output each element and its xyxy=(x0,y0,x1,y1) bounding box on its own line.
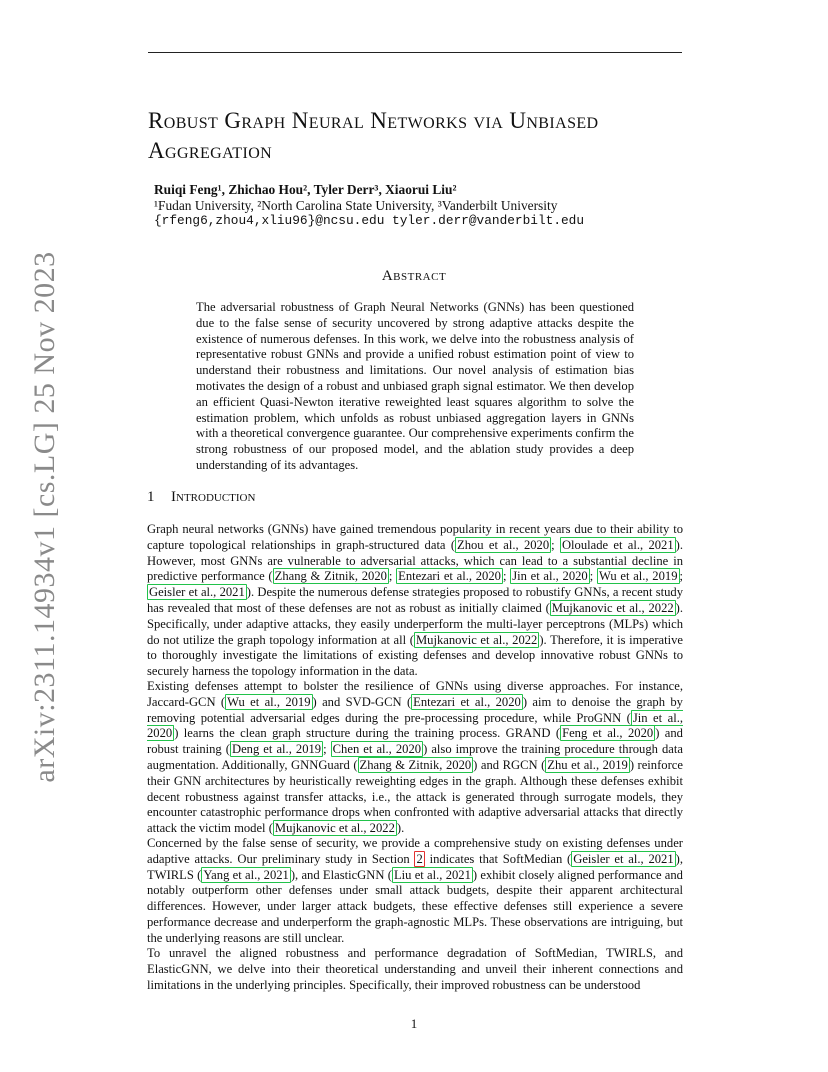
citation-link[interactable]: Mujkanovic et al., 2022 xyxy=(551,600,674,615)
citation-link[interactable]: Zhang & Zitnik, 2020 xyxy=(359,757,472,772)
paper-title: Robust Graph Neural Networks via Unbiased Aggregation xyxy=(148,108,599,163)
top-rule xyxy=(148,52,682,53)
body-paragraph-4 xyxy=(147,946,683,993)
paragraph-text: ; xyxy=(323,742,331,757)
paragraph-text: ; xyxy=(589,569,597,584)
paragraph-text: ) aim to denoise the graph by removing potential adversarial edges during the pre-processing procedure, while ProGNN ( xyxy=(147,694,683,725)
paragraph-text: To unravel the aligned robustness and performance degradation of SoftMedian, TWIRLS, and ElasticGNN, we delve into their theoretical understanding and unveil their inherent connections and limitations in the underlying principles. Specifically, their improved robustness can be understood xyxy=(147,946,683,992)
citation-link[interactable]: Mujkanovic et al., 2022 xyxy=(415,632,538,647)
citation-link[interactable]: Deng et al., 2019 xyxy=(231,742,322,757)
paragraph-text: ) and SVD-GCN ( xyxy=(312,694,412,709)
author-emails: {rfeng6,zhou4,xliu96}@ncsu.edu tyler.derr@vanderbilt.edu xyxy=(154,213,585,228)
citation-link[interactable]: Zhou et al., 2020 xyxy=(457,537,550,552)
citation-link[interactable]: Wu et al., 2019 xyxy=(227,694,311,709)
paragraph-text: ) learns the clean graph structure during the training process. GRAND ( xyxy=(174,726,561,741)
citation-link[interactable]: Chen et al., 2020 xyxy=(332,742,422,757)
citation-link[interactable]: Jin et al., 2020 xyxy=(147,710,684,741)
citation-link[interactable]: Yang et al., 2021 xyxy=(203,867,289,882)
section-heading xyxy=(147,489,255,506)
paragraph-text: ). However, most GNNs are vulnerable to adversarial attacks, which can lead to a substantial decline in predictive performance ( xyxy=(147,537,683,584)
citation-link[interactable]: Entezari et al., 2020 xyxy=(413,694,521,709)
citation-link[interactable]: Zhang & Zitnik, 2020 xyxy=(274,569,387,584)
paragraph-text: Concerned by the false sense of security, we provide a comprehensive study on existing defenses under adaptive attacks. Our preliminary study in Section xyxy=(147,836,683,866)
paragraph-text: ). Specifically, under adaptive attacks, they easily underperform the multi-layer perceptrons (MLPs) which do not utilize the graph topology information at all ( xyxy=(147,600,684,647)
citation-link[interactable]: Geisler et al., 2021 xyxy=(573,851,674,866)
paragraph-text: ; xyxy=(388,569,397,584)
paragraph-text: ) and RGCN ( xyxy=(473,757,546,772)
arxiv-stamp xyxy=(15,252,75,782)
author-list: Ruiqi Feng¹, Zhichao Hou², Tyler Derr³, Xiaorui Liu² xyxy=(154,182,457,197)
section-number: 1 xyxy=(147,489,155,505)
paragraph-text: ) reinforce their GNN architectures by heuristically reweighting edges in the graph. Although these defenses exhibit decent robustness against transfer attacks, i.e., the attack is generated through surrogate models, they encounter catastrophic performance drops when confronted with adaptive adversarial attacks that directly attack the victim model ( xyxy=(147,757,683,836)
paragraph-text: ). xyxy=(396,821,405,836)
section-title: Introduction xyxy=(171,489,256,505)
paragraph-text: ), and ElasticGNN ( xyxy=(290,867,392,882)
section-ref-link[interactable]: 2 xyxy=(416,851,423,866)
paragraph-text: ) also improve the training procedure through data augmentation. Additionally, GNNGuard ( xyxy=(147,742,683,772)
arxiv-stamp-text: arXiv:2311.14934v1 [cs.LG] 25 Nov 2023 xyxy=(28,251,61,783)
paragraph-text: ), TWIRLS ( xyxy=(147,851,683,882)
body-paragraph-3 xyxy=(147,836,683,947)
paragraph-text: ). Despite the numerous defense strategies proposed to robustify GNNs, a recent study has revealed that most of these defenses are not as robust as initially claimed ( xyxy=(147,585,683,615)
citation-link[interactable]: Zhu et al., 2019 xyxy=(547,757,628,772)
citation-link[interactable]: Entezari et al., 2020 xyxy=(398,569,501,584)
citation-link[interactable]: Feng et al., 2020 xyxy=(562,726,654,741)
citation-link[interactable]: Liu et al., 2021 xyxy=(393,867,471,882)
paragraph-text: ; xyxy=(679,569,683,584)
citation-link[interactable]: Geisler et al., 2021 xyxy=(149,585,245,600)
paragraph-text: Graph neural networks (GNNs) have gained tremendous popularity in recent years due to their ability to capture topological relationships in graph-structured data ( xyxy=(147,522,683,552)
citation-link[interactable]: Oloulade et al., 2021 xyxy=(561,537,674,552)
paragraph-text: ; xyxy=(502,569,511,584)
paragraph-text: indicates that SoftMedian ( xyxy=(424,851,572,866)
citation-link[interactable]: Jin et al., 2020 xyxy=(512,569,588,584)
affiliations: ¹Fudan University, ²North Carolina State University, ³Vanderbilt University xyxy=(154,198,558,213)
paragraph-text: Existing defenses attempt to bolster the resilience of GNNs using diverse approaches. For instance, Jaccard-GCN ( xyxy=(147,679,683,709)
abstract-body: The adversarial robustness of Graph Neural Networks (GNNs) has been questioned due to the false sense of security uncovered by strong adaptive attacks despite the existence of numerous defenses. In this work, we delve into the robustness analysis of representative robust GNNs and provide a unified robust estimation point of view to understand their robustness and limitations. Our novel analysis of estimation bias motivates the design of a robust and unbiased graph signal estimator. We then develop an efficient Quasi-Newton iterative reweighted least squares algorithm to solve the estimation problem, which unfolds as robust unbiased aggregation layers in GNNs with a theoretical convergence guarantee. Our comprehensive experiments confirm the strong robustness of our proposed model, and the ablation study provides a deep understanding of its advantages. xyxy=(196,300,634,472)
paragraph-text: ) exhibit closely aligned performance and notably outperform other defenses under small attack budgets, despite their apparent architectural differences. However, under larger attack budgets, these effective defenses still experience a severe performance decrease and underperform the graph-agnostic MLPs. These observations are intriguing, but the underlying reasons are still unclear. xyxy=(147,867,683,945)
abstract-heading: Abstract xyxy=(381,268,447,284)
page-number: 1 xyxy=(410,1016,418,1031)
body-paragraph-1 xyxy=(147,522,683,680)
paragraph-text: ; xyxy=(551,537,560,552)
paragraph-text: ) and robust training ( xyxy=(147,726,683,757)
paragraph-text: ). Therefore, it is imperative to thoroughly investigate the limitations of existing defenses and develop innovative robust GNNs to securely harness the topology information in the data. xyxy=(147,632,684,679)
body-paragraph-2 xyxy=(147,679,683,837)
citation-link[interactable]: Wu et al., 2019 xyxy=(598,569,678,584)
citation-link[interactable]: Mujkanovic et al., 2022 xyxy=(274,821,395,836)
